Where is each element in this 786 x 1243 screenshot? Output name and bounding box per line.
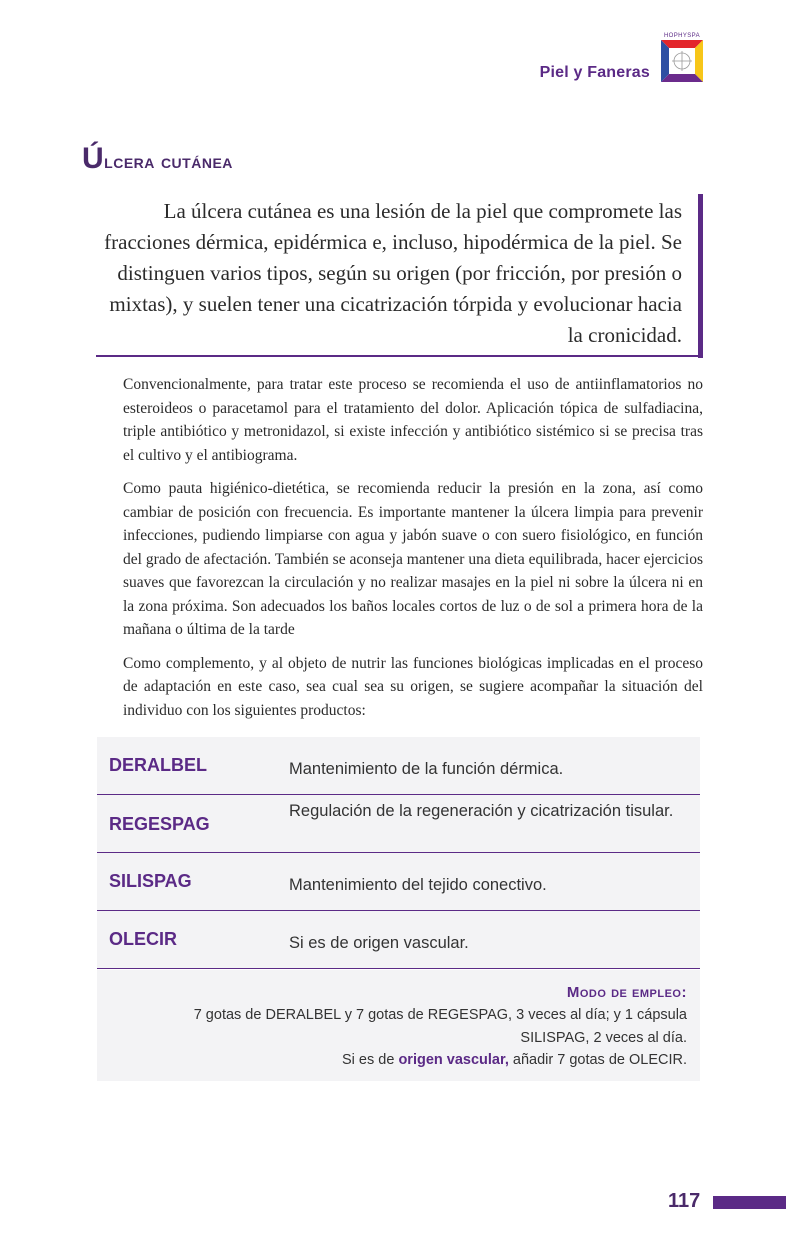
intro-quote: La úlcera cutánea es una lesión de la piel que compromete las fracciones dérmica, epidérmica e, incluso, hipodérmica de la piel. Se distinguen varios tipos, según su origen (por fricción, por presión o mixtas), y suelen tener una cicatrización tórpida y evolucionar hacia la cronicidad. [104,199,682,347]
title-rest: lcera cutánea [104,151,233,173]
intro-vertical-rule [698,194,703,358]
product-desc: Si es de origen vascular. [289,934,469,952]
product-row [97,737,700,795]
usage-line-2-post: añadir 7 gotas de OLECIR. [508,1052,687,1068]
product-name: DERALBEL [109,755,207,775]
usage-title: Modo de empleo: [566,984,687,1001]
title-initial: Ú [82,142,105,175]
paragraph: Convencionalmente, para tratar este proceso se recomienda el uso de antiinflamatorios no esteroideos o paracetamol para el tratamiento del dolor. Aplicación tópica de sulfadiacina, triple antibiótico y metronidazol, si existe infección y antibiótico sistémico si se precisa tras el cultivo y el antibiograma. [123,376,703,464]
usage-text [127,1004,687,1072]
product-name: REGESPAG [109,814,210,834]
product-desc: Regulación de la regeneración y cicatrización tisular. [289,802,674,820]
usage-box [97,970,700,1081]
product-desc: Mantenimiento del tejido conectivo. [289,876,547,894]
product-row [97,853,700,911]
intro-horizontal-rule [96,355,703,357]
product-name: SILISPAG [109,871,192,891]
body-text [123,373,703,732]
product-row [97,795,700,853]
section-header: Piel y Faneras [539,64,650,81]
product-name: OLECIR [109,929,178,949]
products-table [97,737,700,969]
usage-highlight: origen vascular, [398,1052,509,1068]
usage-line-2-pre: Si es de [342,1052,399,1068]
page-title [82,142,233,176]
usage-line-2 [127,1049,687,1072]
page-number-bar [713,1196,786,1209]
logo-text: HOPHYSPA [663,33,701,39]
brand-logo [661,33,703,82]
product-row [97,911,700,969]
product-desc: Mantenimiento de la función dérmica. [289,760,564,778]
paragraph: Como pauta higiénico-dietética, se recomienda reducir la presión en la zona, así como cambiar de posición con frecuencia. Es importante mantener la úlcera limpia para prevenir infecciones, pudiendo limpiarse con agua y jabón suave o con suero fisiológico, en función del grado de afectación. También se aconseja mantener una dieta equilibrada, hacer ejercicios suaves que favorezcan la circulación y no realizar masajes en la piel ni sobre la úlcera ni en la zona próxima. Son adecuados los baños locales cortos de luz o de sol a primera hora de la mañana o última de la tarde [123,480,703,638]
logo-icon [661,40,703,82]
page-number: 117 [668,1190,701,1212]
paragraph: Como complemento, y al objeto de nutrir las funciones biológicas implicadas en el proceso de adaptación en este caso, sea cual sea su origen, se sugiere acompañar la situación del individuo con los siguientes productos: [123,654,703,719]
usage-line-1: 7 gotas de DERALBEL y 7 gotas de REGESPAG, 3 veces al día; y 1 cápsula SILISPAG, 2 veces al día. [193,1007,687,1046]
